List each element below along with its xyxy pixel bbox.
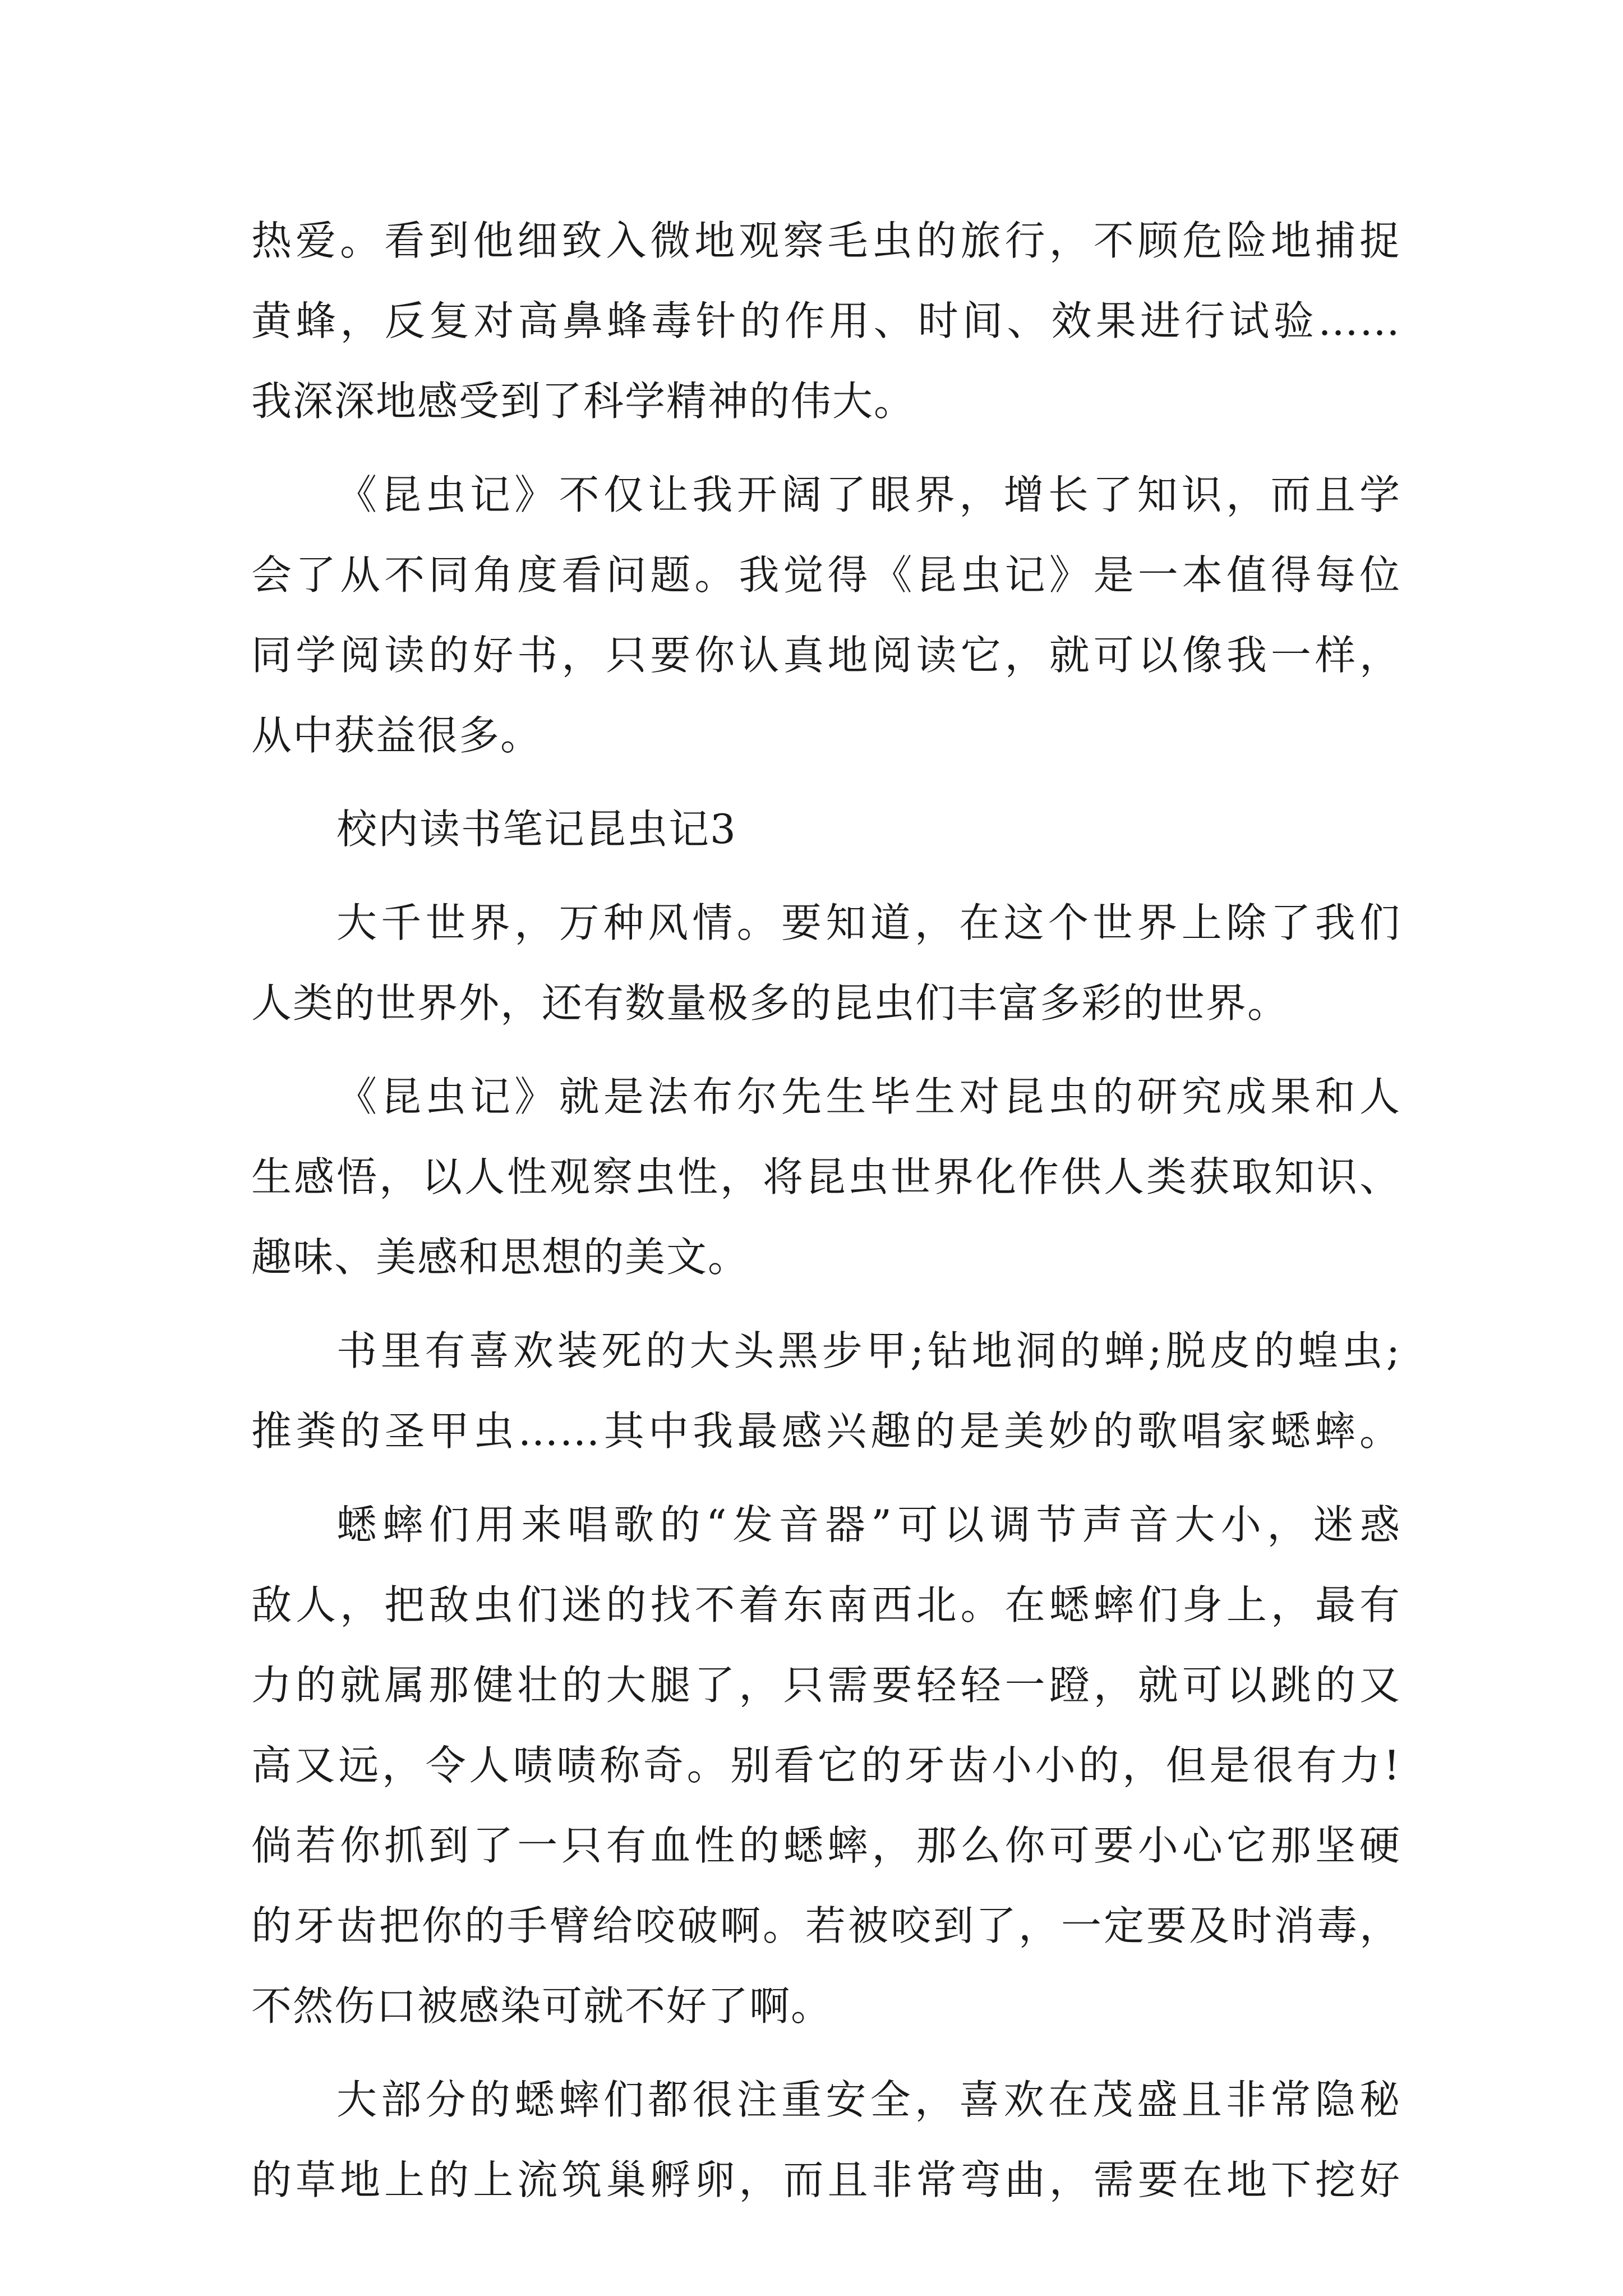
paragraph-first-line: 《昆虫记》就是法布尔先生毕生对昆虫的研究成果和人 xyxy=(336,1073,1401,1120)
document-body xyxy=(251,201,1401,2220)
paragraph-first-line: 大千世界，万种风情。要知道，在这个世界上除了我们 xyxy=(336,899,1401,946)
text-line: 人类的世界外，还有数量极多的昆虫们丰富多彩的世界。 xyxy=(251,979,1289,1027)
text-line: 力的就属那健壮的大腿了，只需要轻轻一蹬，就可以跳的又 xyxy=(251,1662,1401,1709)
text-line: 从中获益很多。 xyxy=(251,712,542,759)
text-line: 生感悟，以人性观察虫性，将昆虫世界化作供人类获取知识、 xyxy=(251,1153,1401,1200)
text-line: 的草地上的上流筑巢孵卵，而且非常弯曲，需要在地下挖好 xyxy=(251,2156,1401,2203)
paragraph-first-line: 书里有喜欢装死的大头黑步甲;钻地洞的蝉;脱皮的蝗虫; xyxy=(336,1327,1401,1374)
text-line: 敌人，把敌虫们迷的找不着东南西北。在蟋蟀们身上，最有 xyxy=(251,1581,1401,1628)
text-line: 同学阅读的好书，只要你认真地阅读它，就可以像我一样， xyxy=(251,632,1401,679)
text-line: 热爱。看到他细致入微地观察毛虫的旅行，不顾危险地捕捉 xyxy=(251,217,1401,264)
text-line: 我深深地感受到了科学精神的伟大。 xyxy=(251,378,916,425)
text-line: 会了从不同角度看问题。我觉得《昆虫记》是一本值得每位 xyxy=(251,551,1401,599)
text-line: 不然伤口被感染可就不好了啊。 xyxy=(251,1982,833,2030)
text-line: 黄蜂，反复对高鼻蜂毒针的作用、时间、效果进行试验…… xyxy=(251,297,1401,344)
text-line: 高又远，令人啧啧称奇。别看它的牙齿小小的，但是很有力! xyxy=(251,1742,1401,1789)
text-line: 趣味、美感和思想的美文。 xyxy=(251,1234,750,1281)
text-line: 倘若你抓到了一只有血性的蟋蟀，那么你可要小心它那坚硬 xyxy=(251,1822,1401,1869)
text-line: 推粪的圣甲虫……其中我最感兴趣的是美妙的歌唱家蟋蟀。 xyxy=(251,1407,1401,1455)
paragraph-first-line: 《昆虫记》不仅让我开阔了眼界，增长了知识，而且学 xyxy=(336,471,1401,518)
section-heading: 校内读书笔记昆虫记3 xyxy=(336,806,737,853)
paragraph-first-line: 大部分的蟋蟀们都很注重安全，喜欢在茂盛且非常隐秘 xyxy=(336,2076,1401,2123)
text-line: 的牙齿把你的手臂给咬破啊。若被咬到了，一定要及时消毒， xyxy=(251,1902,1401,1949)
paragraph-first-line: 蟋蟀们用来唱歌的“发音器”可以调节声音大小，迷惑 xyxy=(336,1501,1401,1548)
